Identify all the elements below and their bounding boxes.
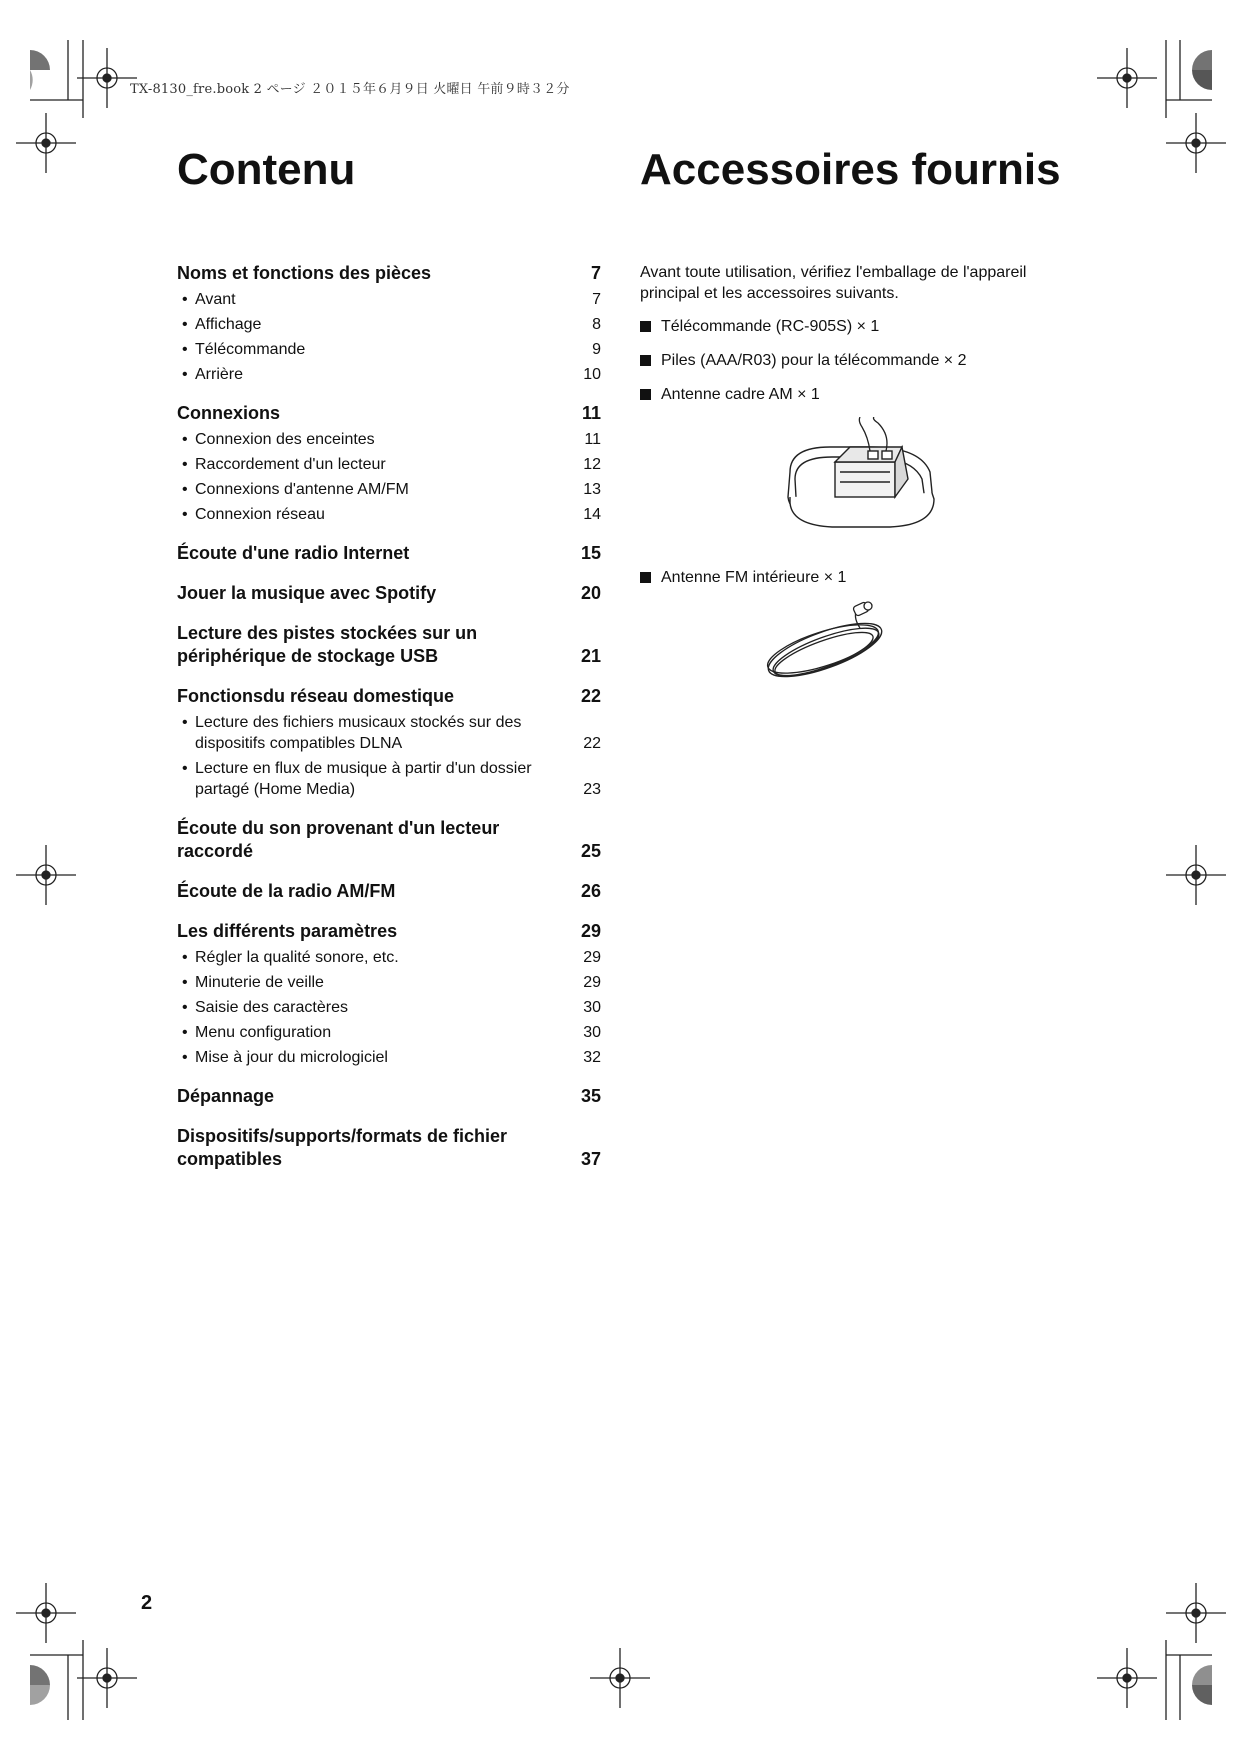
toc-item-title: • Connexions d'antenne AM/FM: [177, 479, 565, 500]
toc-item-page: 22: [583, 735, 601, 752]
toc-item-title: • Arrière: [177, 364, 565, 385]
toc-item: [177, 758, 601, 800]
toc-section-page: 11: [581, 403, 601, 423]
toc-item-title: • Lecture en flux de musique à partir d'un dossier partagé (Home Media): [177, 758, 565, 800]
toc-item-title: • Télécommande: [177, 339, 565, 360]
toc-item-title: • Connexion réseau: [177, 504, 565, 525]
toc-item-page: 11: [584, 431, 601, 448]
toc-item: [177, 289, 601, 310]
toc-section-page: 22: [580, 686, 601, 706]
table-of-contents: [177, 262, 601, 1188]
toc-item-title: • Raccordement d'un lecteur: [177, 454, 565, 475]
accessories-title: Accessoires fournis: [640, 145, 1061, 194]
square-bullet-icon: [640, 321, 651, 332]
toc-section-title: Les différents paramètres: [177, 921, 398, 941]
toc-section-page: 21: [580, 646, 601, 666]
toc-section-title: Écoute d'une radio Internet: [177, 543, 410, 563]
toc-section-title: Écoute du son provenant d'un lecteur raccordé: [177, 818, 500, 861]
accessory-label: Piles (AAA/R03) pour la télécommande × 2: [661, 352, 967, 369]
toc-item-title: • Menu configuration: [177, 1022, 565, 1043]
am-loop-antenna-illustration: [640, 417, 1080, 537]
accessory-am-antenna: [640, 384, 1080, 405]
toc-item-title: • Saisie des caractères: [177, 997, 565, 1018]
toc-item-page: 30: [583, 999, 601, 1016]
square-bullet-icon: [640, 355, 651, 366]
toc-item: [177, 364, 601, 385]
fm-antenna-illustration: [640, 600, 1080, 690]
toc-item-page: 13: [583, 481, 601, 498]
toc-section-heading: [177, 817, 601, 863]
toc-section-page: 26: [580, 881, 601, 901]
toc-section-title: Connexions: [177, 403, 281, 423]
toc-item-page: 14: [583, 506, 601, 523]
toc-item: [177, 947, 601, 968]
toc-item: [177, 479, 601, 500]
toc-section-heading: [177, 880, 601, 903]
toc-item-page: 32: [583, 1049, 601, 1066]
toc-section: [177, 1125, 601, 1171]
accessories-section: [640, 262, 1080, 690]
toc-section-page: 29: [580, 921, 601, 941]
toc-section-heading: [177, 262, 601, 285]
toc-item-title: • Affichage: [177, 314, 565, 335]
toc-section-heading: [177, 582, 601, 605]
accessories-intro: Avant toute utilisation, vérifiez l'emballage de l'appareil principal et les accessoires suivants.: [640, 264, 1027, 302]
toc-item: [177, 997, 601, 1018]
toc-section-page: 25: [580, 841, 601, 861]
toc-item-title: • Lecture des fichiers musicaux stockés sur des dispositifs compatibles DLNA: [177, 712, 565, 754]
toc-section: [177, 817, 601, 863]
toc-section-heading: [177, 1085, 601, 1108]
accessory-batteries: [640, 350, 1080, 371]
toc-item-page: 7: [592, 291, 601, 308]
toc-item-page: 10: [583, 366, 601, 383]
toc-section: [177, 402, 601, 525]
toc-section: [177, 685, 601, 800]
toc-section-page: 7: [590, 263, 601, 283]
toc-item-title: • Minuterie de veille: [177, 972, 565, 993]
toc-item: [177, 1022, 601, 1043]
file-info-header: TX-8130_fre.book 2 ページ ２０１５年６月９日 火曜日 午前９時３２分: [130, 82, 570, 97]
toc-item-page: 23: [583, 781, 601, 798]
toc-section-title: Écoute de la radio AM/FM: [177, 881, 396, 901]
toc-item-title: • Avant: [177, 289, 565, 310]
toc-item-page: 9: [592, 341, 601, 358]
square-bullet-icon: [640, 572, 651, 583]
toc-section-heading: [177, 542, 601, 565]
toc-item: [177, 454, 601, 475]
accessory-fm-antenna: [640, 567, 1080, 588]
toc-section-title: Lecture des pistes stockées sur un périphérique de stockage USB: [177, 623, 478, 666]
toc-item: [177, 1047, 601, 1068]
toc-item-page: 30: [583, 1024, 601, 1041]
toc-section-page: 35: [580, 1086, 601, 1106]
accessory-label: Antenne FM intérieure × 1: [661, 569, 847, 586]
toc-section-title: Jouer la musique avec Spotify: [177, 583, 437, 603]
toc-item-page: 29: [583, 949, 601, 966]
toc-section: [177, 542, 601, 565]
toc-item: [177, 429, 601, 450]
square-bullet-icon: [640, 389, 651, 400]
toc-item-title: • Connexion des enceintes: [177, 429, 565, 450]
contents-title: Contenu: [177, 145, 356, 194]
toc-section: [177, 262, 601, 385]
toc-item: [177, 504, 601, 525]
toc-section-title: Dépannage: [177, 1086, 275, 1106]
toc-section-heading: [177, 685, 601, 708]
toc-section: [177, 582, 601, 605]
toc-item-title: • Mise à jour du micrologiciel: [177, 1047, 565, 1068]
toc-item: [177, 339, 601, 360]
toc-section-page: 37: [580, 1149, 601, 1169]
toc-section-title: Noms et fonctions des pièces: [177, 263, 432, 283]
toc-section-page: 20: [580, 583, 601, 603]
page-number: 2: [141, 1592, 153, 1614]
toc-section-heading: [177, 1125, 601, 1171]
toc-section-title: Dispositifs/supports/formats de fichier compatibles: [177, 1126, 508, 1169]
toc-section: [177, 880, 601, 903]
toc-section-heading: [177, 622, 601, 668]
accessory-label: Télécommande (RC-905S) × 1: [661, 318, 880, 335]
toc-section-page: 15: [580, 543, 601, 563]
toc-section: [177, 1085, 601, 1108]
accessory-remote: [640, 316, 1080, 337]
toc-section: [177, 622, 601, 668]
toc-section-title: Fonctionsdu réseau domestique: [177, 686, 455, 706]
toc-item: [177, 712, 601, 754]
accessory-label: Antenne cadre AM × 1: [661, 386, 820, 403]
toc-item: [177, 972, 601, 993]
toc-item-page: 8: [592, 316, 601, 333]
toc-item-page: 29: [583, 974, 601, 991]
toc-item-title: • Régler la qualité sonore, etc.: [177, 947, 565, 968]
toc-item-page: 12: [583, 456, 601, 473]
toc-item: [177, 314, 601, 335]
toc-section-heading: [177, 402, 601, 425]
toc-section: [177, 920, 601, 1068]
toc-section-heading: [177, 920, 601, 943]
